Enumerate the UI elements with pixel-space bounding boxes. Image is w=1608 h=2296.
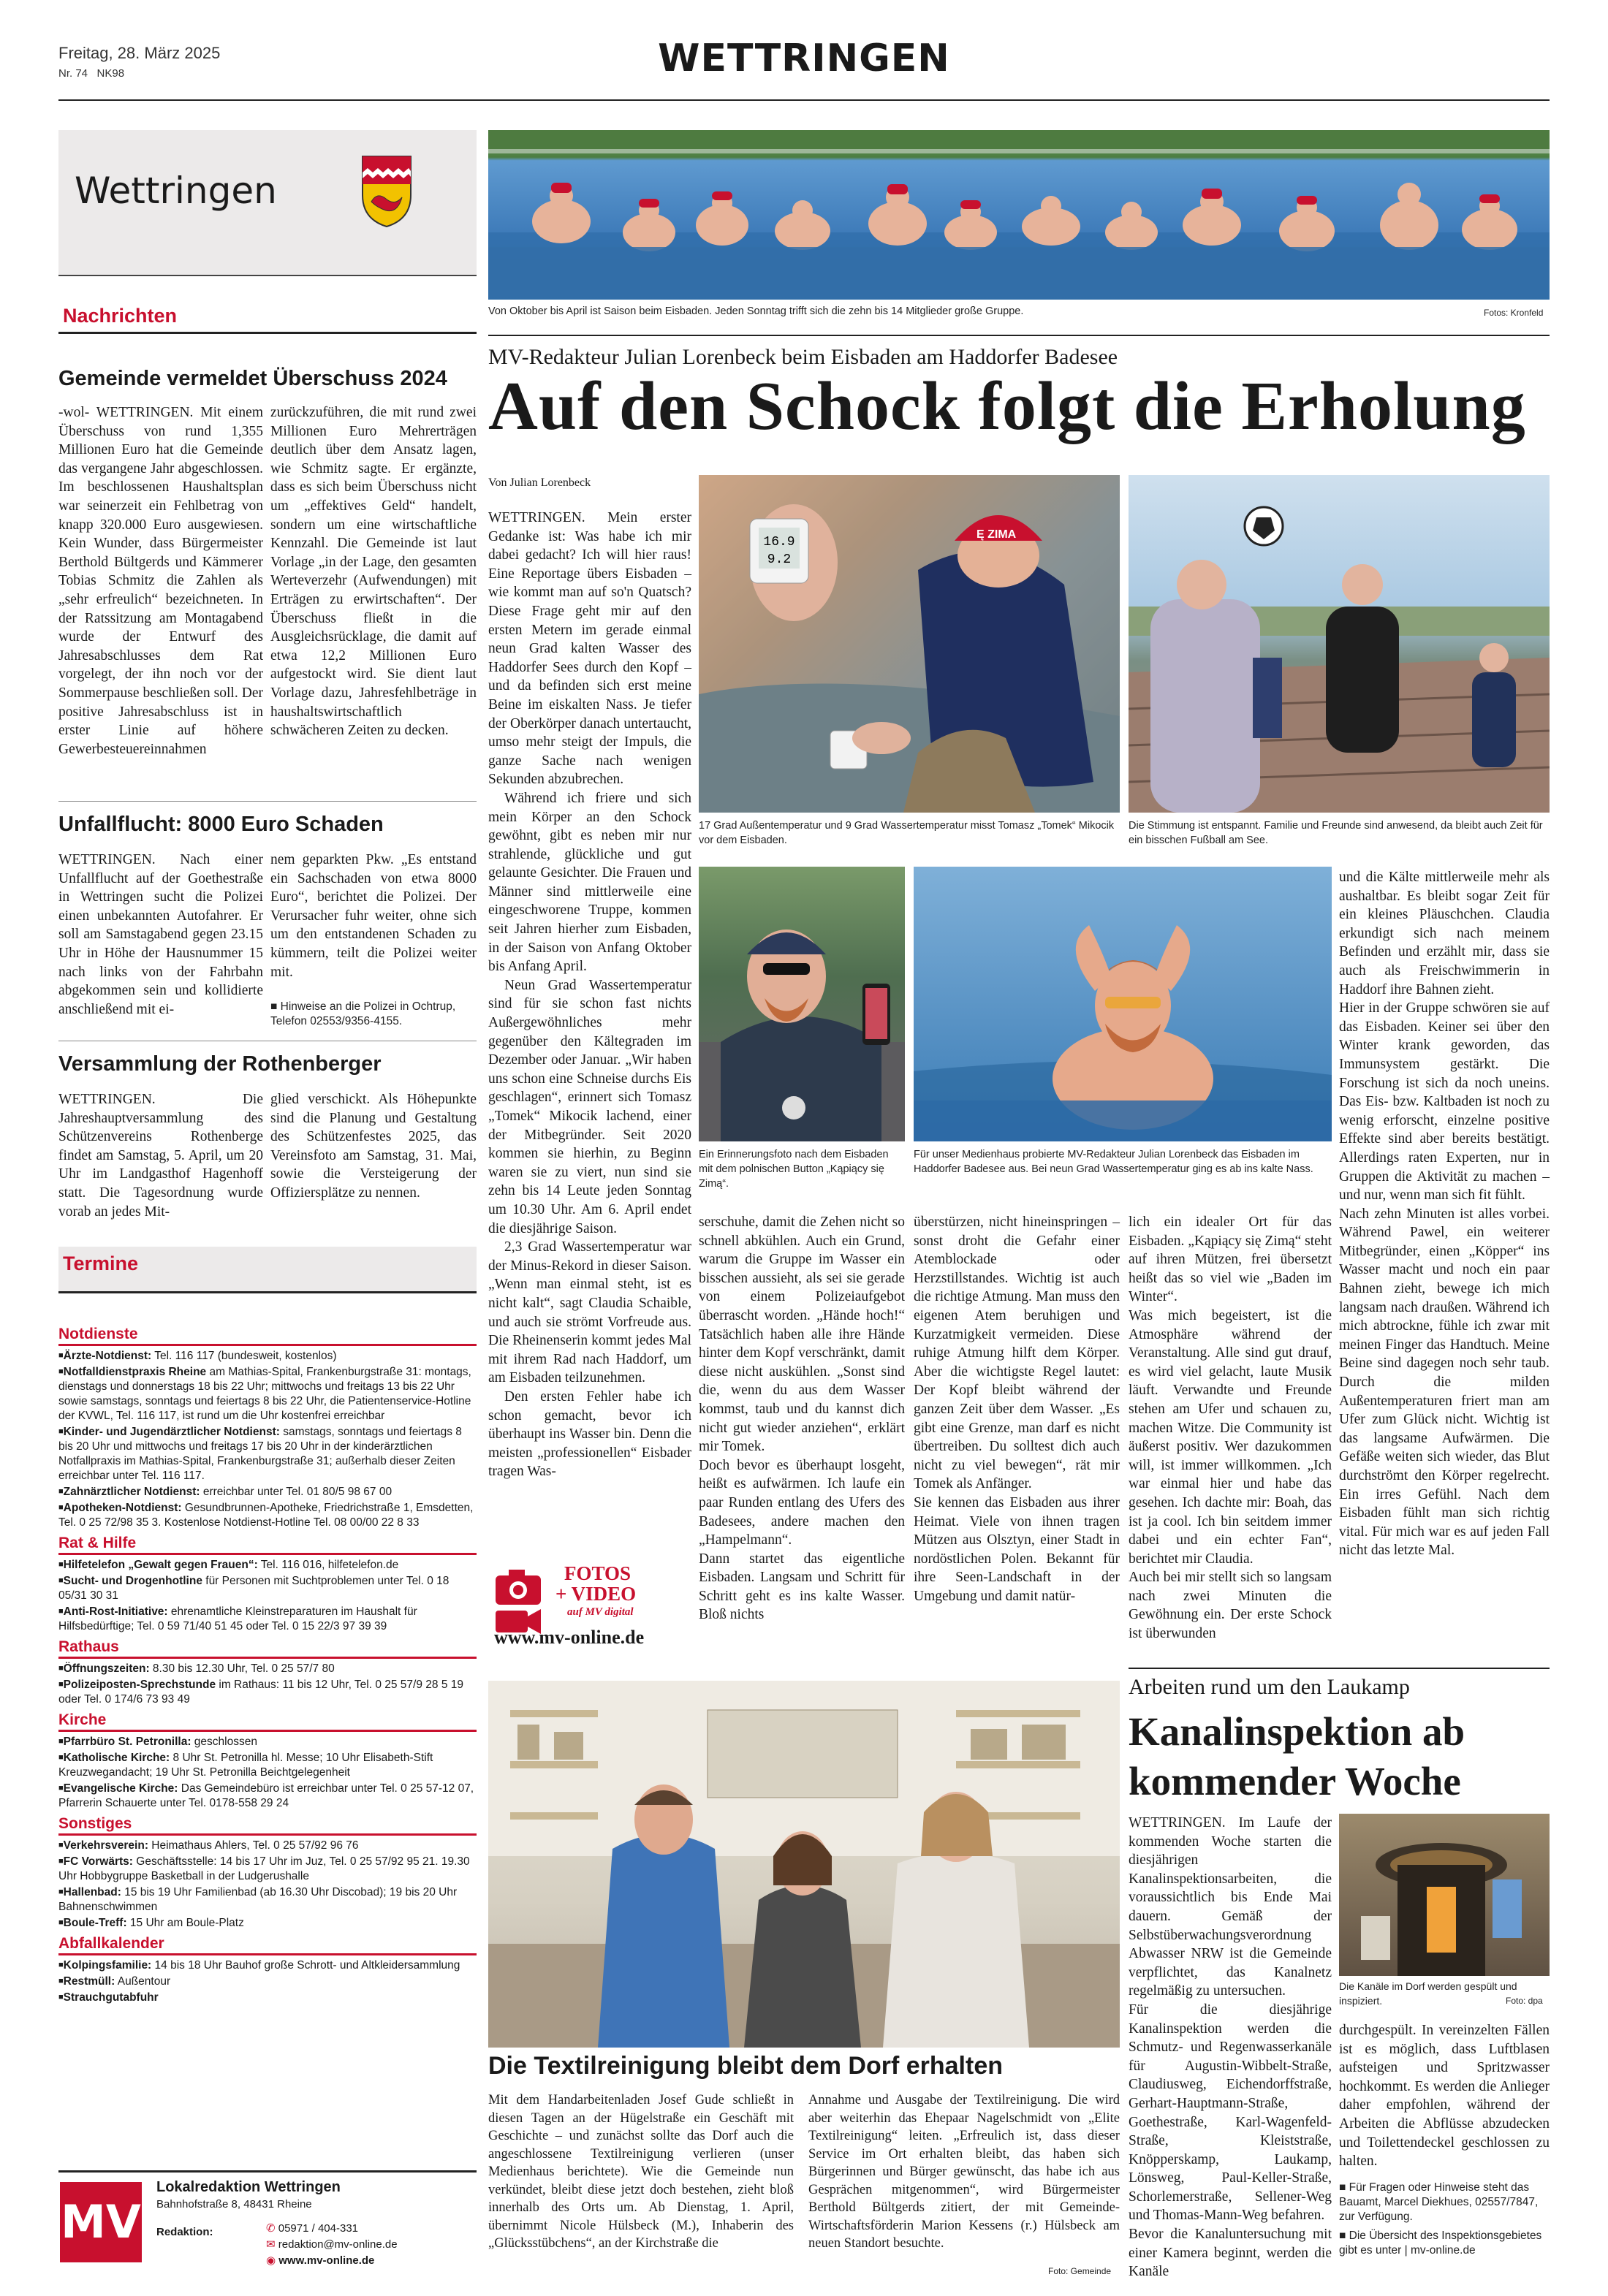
- termine-item-text: Geschäftsstelle: 14 bis 17 Uhr im Juz, Tel. 0 25 57/92 95 21. 19.30 Uhr Hobbygruppe Basketball in der Ludgerushalle: [58, 1855, 470, 1882]
- camera-icon: [494, 1568, 542, 1606]
- termine-section-heading: Rathaus: [58, 1638, 477, 1659]
- termine-item-text: erreichbar unter Tel. 01 80/5 98 67 00: [200, 1486, 392, 1498]
- termine-item: [58, 1838, 477, 1853]
- issue-code: NK98: [96, 67, 125, 80]
- kanal-rule: [1129, 1668, 1550, 1669]
- termine-label: Termine: [63, 1252, 139, 1274]
- termine-item-text: ehrenamtliche Kleinstreparaturen im Haushalt für Hilfsbedürftige; Tel. 0 59 71/40 51 45 oder Tel. 0 15 22/3 97 39 39: [58, 1605, 417, 1632]
- termine-item-text: Tel. 116 117 (bundesweit, kostenlos): [151, 1350, 337, 1362]
- news2-title: Unfallflucht: 8000 Euro Schaden: [58, 813, 384, 836]
- news1-col1: -wol- WETTRINGEN. Mit einem Überschuss von rund 1,355 Millionen Euro hat die Gemeinde das vergangene Jahr abgeschlossen. Im beschlossenen Haushaltsplan war seinerzeit ein Fehlbetrag von knapp 320.000 Euro ausgewiesen. Kein Wunder, dass Bürgermeister Berthold Bültgerds und Kämmerer Tobias Schmitz die Zahlen als „sehr erfreulich“ bezeichneten. In der Ratssitzung am Montagabend wurde der Entwurf des Jahresabschlusses dem Rat vorgelegt, der ihn noch vor der Sommerpause beschließen soll. Der positive Jahresabschluss ist in erster Linie auf höhere Gewerbesteuereinnahmen: [58, 405, 263, 757]
- caption-reporter: Für unser Medienhaus probierte MV-Redakteur Julian Lorenbeck das Eisbaden im Haddorfer Badesee aus. Bei neun Grad Wassertemperatur ging es ab ins kalte Nass.: [914, 1149, 1313, 1175]
- termine-item: [58, 1854, 477, 1884]
- textil-headline: Die Textilreinigung bleibt dem Dorf erhalten: [488, 2052, 1004, 2080]
- sewer-inspection-photo: [1339, 1814, 1550, 1976]
- termine-item-label: Katholische Kirche:: [63, 1752, 170, 1764]
- termine-section-heading: Rat & Hilfe: [58, 1535, 477, 1555]
- footer-redaktion-label: Redaktion:: [156, 2226, 213, 2238]
- thermometer-photo: [699, 475, 1120, 813]
- thermo-bottom-value: 9.2: [767, 552, 792, 567]
- termine-item-label: Polizeiposten-Sprechstunde: [63, 1679, 216, 1691]
- termine-item-text: Das Gemeindebüro ist erreichbar unter Tel. 0 25 57-12 07, Pfarrerin Schauerte unter Tel. 0178-558 29 24: [58, 1782, 474, 1809]
- kanal-col2: durchgespült. In vereinzelten Fällen ist es möglich, dass Luftblasen aufsteigen und Spritzwasser hochkommt. Es werden die Anlieger daher empfohlen, während der Arbeiten die Abflüsse abzudecken und Toilettendeckel geschlossen zu halten.: [1339, 2023, 1550, 2170]
- kanal-caption: Die Kanäle im Dorf werden gespült und inspiziert.: [1339, 1980, 1517, 2007]
- news3-col1: WETTRINGEN. Die Jahreshauptversammlung des Schützenvereins Rothenberge findet am Samstag, 5. April, um 20 Uhr im Landgasthof Hagenhoff statt. Die Tagesordnung wurde vorab an jedes Mit-: [58, 1092, 263, 1220]
- termine-item-label: Öffnungszeiten:: [63, 1662, 150, 1675]
- termine-item-label: Notfalldienstpraxis Rheine: [63, 1366, 207, 1378]
- main-col1-para: Während ich friere und sich mein Körper an den Schock gewöhnt, gibt es neben mir nur strahlende, glückliche und gut gelaunte Gesichter. Die Frauen und Männer sind mittlerweile eine eingeschworene Truppe, kommen seit Jahren hierher zum Eisbaden, in der Saison von Anfang Oktober bis Anfang April.: [488, 790, 691, 975]
- kanal-kicker: Arbeiten rund um den Laukamp: [1129, 1675, 1410, 1699]
- caption-memory: Ein Erinnerungsfoto nach dem Eisbaden mit dem polnischen Button „Kąpiący się Zimą“.: [699, 1149, 889, 1190]
- main-col1: [488, 509, 691, 1481]
- promo-sub: auf MV digital: [567, 1606, 634, 1618]
- termine-item: [58, 1500, 477, 1530]
- coat-of-arms-icon: [361, 155, 412, 228]
- termine-item-text: Außentour: [115, 1975, 171, 1988]
- termine-item-label: Kolpingsfamilie:: [63, 1959, 152, 1972]
- main-col2: serschuhe, damit die Zehen nicht so schnell abkühlen. Auch ein Grund, warum die Gruppe im Wasser ein bisschen aussieht, als sei sie gerade von einem Polizeiaufgebot überrascht worden. „Hände hoch!“ Tatsächlich haben alle ihre Hände hinter dem Kopf verschränkt, damit diese nicht auskühlen. „Sonst sind die, wenn du aus dem Wasser kommst, taub und du kannst dich nicht gut wieder anziehen“, erklärt mir Tomek. Doch bevor es überhaupt losgeht, heißt es aufwärmen. Ich laufe ein paar Runden entlang des Ufers des Badesees, andere machen den „Hampelmann“. Dann startet das eigentliche Eisbaden. Langsam und Schritt für Schritt geht es ins kalte Wasser. Bloß nichts: [699, 1214, 905, 1623]
- termine-item-label: Ärzte-Notdienst:: [63, 1350, 152, 1362]
- main-col1-para: Den ersten Fehler habe ich schon gemacht, bevor ich überhaupt ins Wasser bin. Denn die meisten „professionellen“ Eisbader tragen Was-: [488, 1388, 691, 1480]
- textil-col2: Annahme und Ausgabe der Textilreinigung. Die wird aber weiterhin das Ehepaar Nagelschmidt von „Elite Textilreinigung“ leiten. „Erfreulich ist, dass dieser Service im Ort erhalten bleibt, das haben sich Bürgerinnen und Bürger gewünscht, das habe ich aus Gesprächen mitgenommen“, wird Bürgermeister Berthold Bültgerds zitiert, der mit Gemeinde-Wirtschaftsförderin Marion Kessens (r.) Hülsbeck am neuen Standort besuchte.: [808, 2093, 1120, 2251]
- footer-email-text[interactable]: redaktion@mv-online.de: [278, 2238, 398, 2251]
- termine-item: [58, 1781, 477, 1811]
- termine-item: [58, 1750, 477, 1780]
- main-col4: lich ein idealer Ort für das Eisbaden. „Kąpiący się Zimą“ steht auf ihren Mützen, frei übersetzt heißt das so viel wie „Baden im Winter“. Was mich begeistert, ist die Atmosphäre während der Veranstaltung. Alle sind gut drauf, es wird viel gelacht, laute Musik läuft. Verwandte und Freunde stehen am Ufer und schauen zu, machen Witze. Die Community ist äußerst positiv. Wer dazukommen will, ist immer willkommen. „Ich war einmal hier und habe das gesehen. Ich dachte mir: Boah, das ist ja cool. Ich bin seitdem immer dabei und ein echter Fan“, berichtet mir Claudia. Auch bei mir stellt sich so langsam nach zwei Minuten die Gewöhnung ein. Der erste Schock ist überwunden: [1129, 1214, 1332, 1642]
- news1-title: Gemeinde vermeldet Überschuss 2024: [58, 367, 447, 390]
- mv-logo: [60, 2182, 142, 2262]
- footer-address: Bahnhofstraße 8, 48431 Rheine: [156, 2198, 312, 2211]
- promo-fotos: FOTOS: [564, 1562, 632, 1584]
- top-photo-credit: Fotos: Kronfeld: [1484, 308, 1544, 318]
- footer-rule: [58, 2170, 477, 2173]
- termine-item-text: 8 Uhr St. Petronilla hl. Messe; 10 Uhr Elisabeth-Stift Kreuzwegandacht; 19 Uhr St. Petronilla Beichtgelegenheit: [58, 1752, 433, 1779]
- main-kicker: MV-Redakteur Julian Lorenbeck beim Eisbaden am Haddorfer Badesee: [488, 345, 1118, 369]
- termine-item-label: Strauchgutabfuhr: [63, 1991, 159, 2004]
- termine-item-text: samstags, sonntags und feiertags 8 bis 20 Uhr und mittwochs und freitags 17 bis 20 Uhr in der kinderärztlichen Notfallpraxis im Mathias-Spital, Frankenburgstraße 31; außerhalb dieser Zeiten erreichbar unter Tel. 116 117.: [58, 1426, 462, 1482]
- news3-title: Versammlung der Rothenberger: [58, 1052, 382, 1076]
- promo-url[interactable]: www.mv-online.de: [494, 1627, 645, 1648]
- mv-logo-text: MV: [61, 2195, 141, 2249]
- divider: [58, 801, 477, 802]
- termine-item-text: am Mathias-Spital, Frankenburgstraße 31: montags, dienstags und donnerstags 18 bis 22 Uhr; mittwochs und freitags 13 bis 22 Uhr sowie samstags, sonntags und feiertags 8 bis 22 Uhr, die Patientenservice-Hotline der KVWL, Tel. 116 117, ist rund um die Uhr kostenfrei erreichbar: [58, 1366, 471, 1422]
- termine-item: [58, 1604, 477, 1634]
- termine-section-heading: Abfallkalender: [58, 1935, 477, 1955]
- termine-item-label: Evangelische Kirche:: [63, 1782, 178, 1795]
- termine-item-label: Restmüll:: [63, 1975, 115, 1988]
- caption-football: Die Stimmung ist entspannt. Familie und Freunde sind anwesend, da bleibt auch Zeit für ein bisschen Fußball am See.: [1129, 820, 1543, 846]
- main-col1-para: 2,3 Grad Wassertemperatur war der Minus-Rekord in dieser Saison. „Wenn man einmal steht, ist es nicht kalt“, sagt Claudia Schaible, und auch sie strömt Vorfreude aus. Die Rheinenserin kommt jedes Mal mit ihrem Rad nach Haddorf, um am Eisbaden teilzunehmen.: [488, 1239, 691, 1386]
- issue-number: Nr. 74: [58, 67, 88, 80]
- termine-item-label: Hilfetelefon „Gewalt gegen Frauen“:: [63, 1559, 258, 1571]
- termine-item-label: Sucht- und Drogenhotline: [63, 1575, 202, 1587]
- news2-col1: WETTRINGEN. Nach einer Unfallflucht auf der Goethestraße in Wettringen sucht die Polizei einen unbekannten Autofahrer. Er soll am Samstagabend gegen 23.15 Uhr in Höhe der Hausnummer 15 nach links von der Fahrbahn abgekommen sein und kollidierte anschließend mit ei-: [58, 852, 263, 1017]
- termine-section-heading: Sonstiges: [58, 1815, 477, 1836]
- termine-item-text: für Personen mit Suchtproblemen unter Tel. 0 18 05/31 30 31: [58, 1575, 450, 1602]
- promo-video: + VIDEO: [555, 1583, 637, 1605]
- termine-item: [58, 1424, 477, 1483]
- termine-item: [58, 1484, 477, 1499]
- main-headline: Auf den Schock folgt die Erholung: [488, 368, 1526, 444]
- kanal-note-1: ■ Für Fragen oder Hinweise steht das Bauamt, Marcel Diekhues, 02557/7847, zur Verfügung.: [1339, 2181, 1539, 2223]
- footer-name: Lokalredaktion Wettringen: [156, 2179, 341, 2195]
- termine-section-heading: Notdienste: [58, 1326, 477, 1346]
- main-col3: überstürzen, nicht hineinspringen – sonst droht die Gefahr einer Atemblockade oder Herzstillstandes. Wichtig ist auch die richtige Atmung. Man muss den eigenen Atem beruhigen und Kurzatmigkeit vermeiden. Diese ruhige Atmung hilft dem Körper. Aber die wichtigste Regel lautet: Der Kopf bleibt während der ganzen Zeit über dem Wasser. „Es gibt eine Grenze, man darf es nicht übertreiben. Du solltest dich auch nicht zu viel bewegen“, rät mir Tomek als Anfänger. Sie kennen das Eisbaden aus ihrer Heimat. Viele von ihnen tragen Mützen aus Olsztyn, einer Stadt in nordöstlichen Polen. Bekannt für ihre Seen-Landschaft in der Umgebung und damit natür-: [914, 1214, 1120, 1604]
- reporter-in-water-photo: [914, 867, 1332, 1141]
- termine-item: [58, 1557, 477, 1573]
- thermo-top-value: 16.9: [763, 535, 795, 550]
- termine-section-heading: Kirche: [58, 1711, 477, 1732]
- termine-item: [58, 1364, 477, 1423]
- news-label-rule: [58, 332, 477, 334]
- news1-col2: zurückzuführen, die mit rund zwei Millionen Euro Mehrerträgen deutlich über dem Ansatz lagen, wie Schmitz sagte. Er ergänzte, dass es sich beim Überschuss nicht um „effektives Geld“ handelt, sondern um eine wirtschaftliche Kennzahl. Die Gemeinde ist laut Vorlage „in der Lage, den gesamten Werteverzehr (Aufwendungen) mit Erträgen zu erwirtschaften“. Der Überschuss fließt in die Ausgleichsrücklage, die damit auf etwa 12,2 Millionen Euro aufgestockt wird. Sie dient laut Vorlage dazu, Jahresfehlbeträge in haushaltswirtschaftlich schwächeren Zeiten zu decken.: [270, 405, 477, 739]
- main-col1-para: WETTRINGEN. Mein erster Gedanke ist: Was habe ich mir dabei gedacht? Ich will hier raus! Eine Reportage übers Eisbaden – wie kommt man auf so'n Quatsch? Diese Frage geht mir auf den ersten Metern im gerade einmal neun Grad kalten Wasser des Haddorfer Sees durch den Kopf – und da befinden sich erst meine Beine im eiskalten Nass. Je tiefer der Oberkörper danach untertaucht, umso mehr steigt der Impuls, die ganze Sache nach wenigen Sekunden abzubrechen.: [488, 510, 691, 788]
- termine-item: [58, 1974, 477, 1989]
- termine-item-text: Tel. 116 016, hilfetelefon.de: [257, 1559, 399, 1571]
- main-col1-para: Neun Grad Wassertemperatur sind für sie schon fast nichts Außergewöhnliches mehr gegenüber den Kältegraden im Dezember oder Januar. „Wir haben uns schon eine Schneise durchs Eis geschlagen“, erinnert sich Tomasz „Tomek“ Mikocik lachend, einer der Mitbegründer. Seit 2020 kommen sie hierhin, zu Beginn waren sie zu viert, nun sind sie zehn bis 14 Leute jeden Sonntag um 10.30 Uhr. Am 6. April endet die diesjährige Saison.: [488, 977, 691, 1236]
- termine-item: [58, 1348, 477, 1364]
- main-byline: Von Julian Lorenbeck: [488, 476, 591, 489]
- termine-item-label: Boule-Treff:: [63, 1917, 127, 1929]
- termine-item: [58, 1734, 477, 1749]
- main-col5: und die Kälte mittlerweile mehr als aushaltbar. Es bleibt sogar Zeit für ein kleines Pläuschchen. Claudia erkundigt sich nach meinem Befinden und erzählt mir, dass sie auch als Freischwimmerin in Haddorf ihre Bahnen zieht. Hier in der Gruppe schwören sie auf das Eisbaden. Keiner sei über den Winter krank geworden, das Immunsystem gestärkt. Die Forschung ist sich da noch uneins. Das Eis- bzw. Kaltbaden ist noch zu wenig erforscht, einzelne positive Effekte sind aber bereits bestätigt. Allerdings raten Experten, nur in Gruppen die Aktivität zu machen – und nur, wenn man sich fit fühlt. Nach zehn Minuten ist alles vorbei. Während Pawel, ein weiterer Mitbegründer, einen „Köpper“ ins Wasser macht und noch ein paar Bahnen zieht, bewege ich mich langsam nach draußen. Während ich mich abtrockne, fühle ich zwar mit meinen Finger das Handtuch. Meine Beine sind dagegen noch sehr taub. Durch die milden Außentemperaturen friert man am Ufer zum Glück nicht. Wichtig ist das langsame Aufwärmen. Die Gefäße weiten sich wieder, das Blut durchströmt den Körper regelrecht. Ein irres Gefühl. Nach dem Eisbaden fühlt man sich richtig vital. Für mich war es auf jeden Fall nicht das letzte Mal.: [1339, 870, 1550, 1559]
- header-date: Freitag, 28. März 2025: [58, 44, 221, 62]
- termine-item-label: Zahnärztlicher Notdienst:: [63, 1486, 200, 1498]
- termine-item: [58, 1677, 477, 1707]
- hat-text: Ę ZIMA: [976, 528, 1017, 541]
- termine-item-text: Heimathaus Ahlers, Tel. 0 25 57/92 96 76: [148, 1839, 359, 1852]
- termine-item: [58, 1915, 477, 1931]
- termine-item-text: 15 bis 19 Uhr Familienbad (ab 16.30 Uhr Discobad); 19 bis 20 Uhr Bahnenschwimmen: [58, 1886, 458, 1913]
- termine-item: [58, 1958, 477, 1973]
- termine-item: [58, 1990, 477, 2005]
- news2-col2: nem geparkten Pkw. „Es entstand ein Sachschaden von etwa 8000 Euro“, berichtet die Polizei. Der Verursacher fuhr weiter, ohne sich um den entstandenen Schaden zu kümmern, teilt die Polizei weiter mit.: [270, 852, 477, 980]
- termine-list: [58, 1321, 477, 2006]
- news-label: Nachrichten: [63, 305, 178, 327]
- kanal-headline: Kanalinspektion ab kommender Woche: [1129, 1709, 1465, 1803]
- footer-email[interactable]: ✉ redaktion@mv-online.de: [266, 2238, 398, 2251]
- termine-item-label: Hallenbad:: [63, 1886, 121, 1898]
- news2-note: ■ Hinweise an die Polizei in Ochtrup, Telefon 02553/9356-4155.: [270, 1000, 456, 1027]
- termine-item-label: Anti-Rost-Initiative:: [63, 1605, 168, 1618]
- textil-credit: Foto: Gemeinde: [1048, 2266, 1112, 2276]
- termine-item-label: FC Vorwärts:: [63, 1855, 133, 1868]
- main-top-rule: [488, 335, 1550, 336]
- footer-phone: ✆ 05971 / 404-331: [266, 2222, 359, 2235]
- top-photo-caption: Von Oktober bis April ist Saison beim Eisbaden. Jeden Sonntag trifft sich die zehn bis 14 Mitglieder große Gruppe.: [488, 305, 1024, 317]
- news3-col2: glied verschickt. Als Höhepunkte sind die Planung und Gestaltung des Schützenfestes 2025, das Vereinsfoto am Samstag, 31. Mai, sowie die Versteigerung der Offiziersplätze zu nennen.: [270, 1092, 477, 1201]
- caption-thermometer: 17 Grad Außentemperatur und 9 Grad Wassertemperatur misst Tomasz „Tomek“ Mikocik vor dem Eisbaden.: [699, 820, 1115, 846]
- termine-item-label: Apotheken-Notdienst:: [63, 1502, 182, 1514]
- termine-item-label: Verkehrsverein:: [63, 1839, 148, 1852]
- termine-item-text: 15 Uhr am Boule-Platz: [126, 1917, 244, 1929]
- textil-col1: Mit dem Handarbeitenladen Josef Gude schließt in diesen Tagen an der Hügelstraße ein Geschäft mit Geschichte – und zunächst sollte das Dorf auch die angeschlossene Textilreinigung verlieren (unser Medienhaus berichtete). Wie die Gemeinde nun verkündet, bleibt diese jetzt doch bestehen, zieht bloß innerhalb des Orts um. Ab Dienstag, 1. April, übernimmt Nicole Hülsbeck (M.), Inhaberin des „Glücksstübchens“, an der Kirchstraße die: [488, 2093, 794, 2251]
- ice-bathers-group-photo: [488, 130, 1550, 300]
- termine-item-text: geschlossen: [191, 1736, 257, 1748]
- termine-item-label: Pfarrbüro St. Petronilla:: [63, 1736, 191, 1748]
- box-title: Wettringen: [75, 170, 277, 212]
- footer-phone-text: 05971 / 404-331: [278, 2222, 359, 2235]
- kanal-credit: Foto: dpa: [1506, 1996, 1543, 2006]
- footer-web-text[interactable]: www.mv-online.de: [278, 2254, 375, 2267]
- termine-item-label: Kinder- und Jugendärztlicher Notdienst:: [63, 1426, 280, 1438]
- footer-web[interactable]: ◉ www.mv-online.de: [266, 2254, 375, 2267]
- termine-item: [58, 1885, 477, 1915]
- termine-item: [58, 1573, 477, 1603]
- header-rule: [58, 99, 1550, 101]
- memory-photo: [699, 867, 905, 1141]
- textile-cleaning-photo: [488, 1681, 1120, 2048]
- kanal-col1: WETTRINGEN. Im Laufe der kommenden Woche starten die diesjährigen Kanalinspektionsarbeiten, die voraussichtlich bis Ende Mai dauern. Gemäß der Selbstüberwachungsverordnung Abwasser NRW ist die Gemeinde verpflichtet, das Kanalnetz regelmäßig zu untersuchen. Für die diesjährige Kanalinspektion werden die Schmutz- und Regenwasserkanäle für Augustin-Wibbelt-Straße, Claudiusweg, Eichendorffstraße, Gerhart-Hauptmann-Straße, Goethestraße, Karl-Wagenfeld-Straße, Kleiststraße, Knöpperskamp, Laukamp, Lönsweg, Paul-Keller-Straße, Schorlemerstraße, Sellener-Weg und Thomas-Mann-Weg befahren. Bevor die Kanaluntersuchung mit einer Kamera beginnt, werden die Kanäle: [1129, 1815, 1332, 2280]
- termine-item: [58, 1661, 477, 1676]
- termine-item-text: 8.30 bis 12.30 Uhr, Tel. 0 25 57/7 80: [149, 1662, 335, 1675]
- kanal-note-2[interactable]: ■ Die Übersicht des Inspektionsgebietes gibt es unter | mv-online.de: [1339, 2230, 1542, 2257]
- football-lakeside-photo: [1129, 475, 1550, 813]
- fotos-video-promo[interactable]: [494, 1561, 691, 1651]
- termine-item-text: 14 bis 18 Uhr Bauhof große Schrott- und Altkleidersammlung: [151, 1959, 460, 1972]
- termine-item-text: Gesundbrunnen-Apotheke, Friedrichstraße 1, Emsdetten, Tel. 0 25 72/98 35 3. Kostenlose Notdienst-Hotline Tel. 08 00/00 22 8 33: [58, 1502, 474, 1529]
- termine-item-text: im Rathaus: 11 bis 12 Uhr, Tel. 0 25 57/9 28 5 19 oder Tel. 0 174/6 73 93 49: [58, 1679, 463, 1706]
- header-town: WETTRINGEN: [658, 37, 950, 80]
